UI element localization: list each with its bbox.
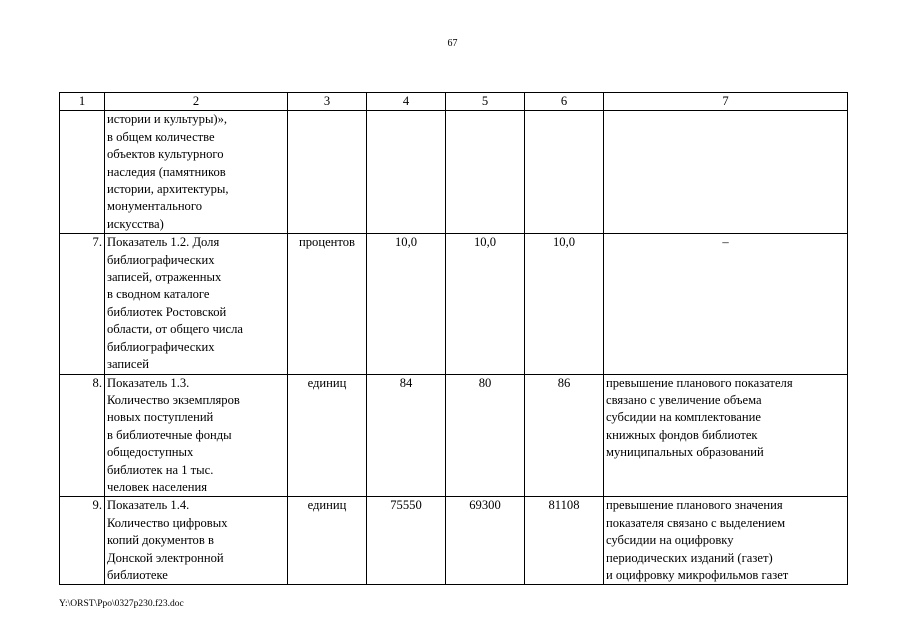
cell-note-line: периодических изданий (газет) bbox=[606, 550, 773, 565]
cell-indicator-line: Показатель 1.3. bbox=[107, 375, 190, 390]
table-header bbox=[60, 93, 848, 111]
cell-indicator-line: библиотек на 1 тыс. bbox=[107, 462, 214, 477]
cell-value-col4: 75550 bbox=[367, 497, 446, 585]
cell-row-number bbox=[60, 111, 105, 234]
cell-indicator-line: искусства) bbox=[107, 216, 164, 231]
cell-value-col5: 69300 bbox=[446, 497, 525, 585]
cell-note bbox=[604, 374, 848, 497]
cell-indicator-line: монументального bbox=[107, 199, 203, 214]
cell-indicator-line: Показатель 1.4. bbox=[107, 498, 190, 513]
cell-indicator-line: Количество цифровых bbox=[107, 515, 228, 530]
cell-indicator-line: общедоступных bbox=[107, 445, 194, 460]
cell-value-col6: 86 bbox=[525, 374, 604, 497]
cell-indicator-line: Показатель 1.2. Доля bbox=[107, 235, 220, 250]
cell-indicator-line: библиографических bbox=[107, 252, 215, 267]
header-col-7: 7 bbox=[604, 93, 848, 111]
cell-indicator-line: библиографических bbox=[107, 339, 215, 354]
cell-note bbox=[604, 234, 848, 374]
cell-value-col5: 80 bbox=[446, 374, 525, 497]
table-row bbox=[60, 234, 848, 374]
cell-indicator-line: библиотеке bbox=[107, 567, 168, 582]
cell-indicator bbox=[105, 234, 288, 374]
cell-indicator-line: истории и культуры)», bbox=[107, 112, 228, 127]
table-body bbox=[60, 111, 848, 585]
header-col-3: 3 bbox=[288, 93, 367, 111]
indicator-table bbox=[59, 92, 848, 585]
cell-indicator bbox=[105, 497, 288, 585]
cell-value-col4: 84 bbox=[367, 374, 446, 497]
cell-indicator-line: человек населения bbox=[107, 479, 208, 494]
header-col-4: 4 bbox=[367, 93, 446, 111]
header-col-2: 2 bbox=[105, 93, 288, 111]
cell-value-col5 bbox=[446, 111, 525, 234]
cell-value-col6 bbox=[525, 111, 604, 234]
cell-row-number: 8. bbox=[60, 374, 105, 497]
cell-indicator-line: истории, архитектуры, bbox=[107, 182, 229, 197]
cell-indicator-line: в библиотечные фонды bbox=[107, 427, 232, 442]
table-row bbox=[60, 111, 848, 234]
cell-value-col4: 10,0 bbox=[367, 234, 446, 374]
cell-note-line: субсидии на комплектование bbox=[606, 410, 761, 425]
cell-row-number: 7. bbox=[60, 234, 105, 374]
cell-indicator-line: объектов культурного bbox=[107, 147, 224, 162]
cell-indicator-line: библиотек Ростовской bbox=[107, 304, 227, 319]
table-row bbox=[60, 497, 848, 585]
page-number: 67 bbox=[447, 38, 458, 49]
cell-indicator-line: записей bbox=[107, 357, 149, 372]
cell-note-line: муниципальных образований bbox=[606, 445, 764, 460]
cell-indicator-line: записей, отраженных bbox=[107, 270, 222, 285]
cell-note-line: показателя связано с выделением bbox=[606, 515, 786, 530]
cell-note-line: субсидии на оцифровку bbox=[606, 533, 734, 548]
cell-unit: единиц bbox=[288, 497, 367, 585]
cell-value-col6: 81108 bbox=[525, 497, 604, 585]
cell-note-line: – bbox=[722, 235, 729, 250]
file-path-footer: Y:\ORST\Ppo\0327p230.f23.doc bbox=[59, 599, 184, 609]
header-row bbox=[60, 93, 848, 111]
cell-value-col6: 10,0 bbox=[525, 234, 604, 374]
cell-unit: процентов bbox=[288, 234, 367, 374]
cell-indicator-line: в общем количестве bbox=[107, 129, 215, 144]
cell-note-line: и оцифровку микрофильмов газет bbox=[606, 567, 789, 582]
header-col-5: 5 bbox=[446, 93, 525, 111]
cell-indicator-line: новых поступлений bbox=[107, 410, 214, 425]
table-row bbox=[60, 374, 848, 497]
cell-indicator bbox=[105, 374, 288, 497]
cell-unit bbox=[288, 111, 367, 234]
cell-note bbox=[604, 111, 848, 234]
cell-note-line: превышение планового показателя bbox=[606, 375, 793, 390]
cell-indicator-line: в сводном каталоге bbox=[107, 287, 210, 302]
header-col-6: 6 bbox=[525, 93, 604, 111]
cell-indicator-line: области, от общего числа bbox=[107, 322, 244, 337]
cell-indicator-line: наследия (памятников bbox=[107, 164, 226, 179]
cell-row-number: 9. bbox=[60, 497, 105, 585]
cell-indicator-line: копий документов в bbox=[107, 533, 214, 548]
cell-unit: единиц bbox=[288, 374, 367, 497]
cell-indicator-line: Количество экземпляров bbox=[107, 392, 240, 407]
cell-note-line: книжных фондов библиотек bbox=[606, 427, 758, 442]
cell-indicator-line: Донской электронной bbox=[107, 550, 224, 565]
header-col-1: 1 bbox=[60, 93, 105, 111]
cell-note bbox=[604, 497, 848, 585]
cell-value-col4 bbox=[367, 111, 446, 234]
cell-indicator bbox=[105, 111, 288, 234]
cell-value-col5: 10,0 bbox=[446, 234, 525, 374]
cell-note-line: связано с увеличение объема bbox=[606, 392, 762, 407]
cell-note-line: превышение планового значения bbox=[606, 498, 783, 513]
